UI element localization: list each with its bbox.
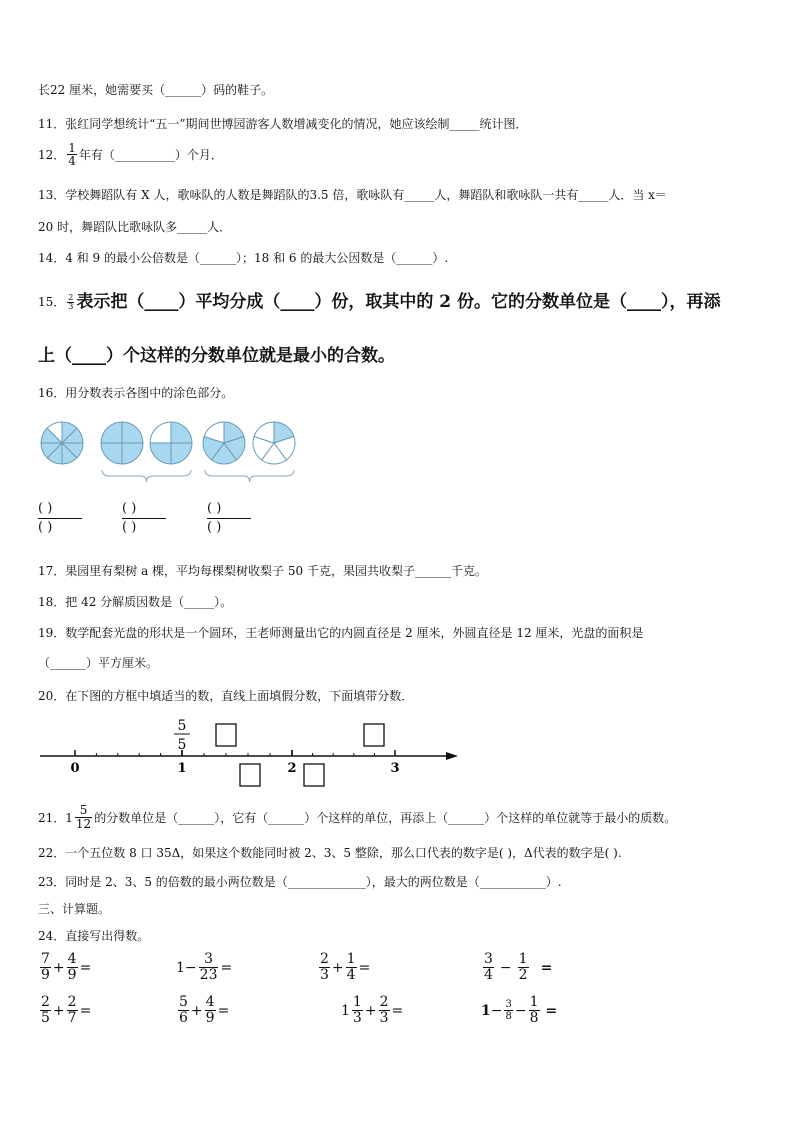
calc8-op: − [514,1002,527,1019]
calc4-a-den: 4 [484,967,493,983]
calc5-a-num: 2 [41,994,50,1010]
calc5-a-den: 5 [41,1010,50,1026]
calc8-b-den: 8 [529,1010,539,1026]
answer-box-below-2[interactable] [304,764,324,786]
calc7-a-den: 3 [352,1010,362,1026]
calc6-b-num: 4 [205,994,215,1010]
calc8-a [504,999,512,1022]
question-19-line1: 19．数学配套光盘的形状是一个圆环，王老师测量出它的内圆直径是 2 厘米，外圆直径是 12 厘米，光盘的面积是 [38,626,644,640]
circle-2-sector [122,443,143,464]
circle-3-sector [150,443,171,464]
calc5-a [40,995,51,1026]
question-22: 22．一个五位数 8 口 35Δ，如果这个数能同时被 2、3、5 整除，那么口代表的数字是( )，Δ代表的数字是( ). [38,846,622,860]
tick-label-2: 2 [287,761,297,776]
calc6-a [178,995,189,1026]
question-24: 24．直接写出得数。 [38,929,150,943]
calc4-eq: = [540,959,553,976]
calc8-op1: − [490,1002,503,1019]
marked-fraction-denominator: 5 [177,737,187,753]
calc4-b [518,952,529,983]
calc8-whole: 1 [481,1002,491,1019]
answer-blank-2 [122,500,166,537]
calc4-b-num: 1 [518,951,528,967]
calc7-a-whole: 1 [341,1002,350,1019]
q21-text: 的分数单位是（______），它有（______）个这样的单位，再添上（______）个这样的单位就等于最小的质数。 [94,810,677,825]
q12-number: 12． [38,147,66,162]
calc-expr-1 [38,952,91,983]
calc5-eq: = [79,1002,92,1019]
calc5-b-num: 2 [67,994,77,1010]
answer-box-above-2[interactable] [364,724,384,746]
line-q10-tail: 长22 厘米，她需要买（______）码的鞋子。 [38,83,274,97]
calc7-eq: = [391,1002,404,1019]
calc1-a-num: 7 [41,951,50,967]
calc1-b [67,952,78,983]
q20-number-line [38,714,468,796]
question-21 [38,804,676,831]
calc3-op: + [331,959,344,976]
answer-box-above-1[interactable] [216,724,236,746]
circle-2-sector [101,422,122,443]
group-brace-2 [205,470,294,482]
question-20: 20．在下图的方框中填适当的数，直线上面填假分数，下面填带分数． [38,689,414,703]
q21-whole: 1 [65,810,73,825]
marked-fraction-numerator: 5 [177,718,187,734]
circle-3-sector [171,443,192,464]
calc1-b-num: 4 [67,951,77,967]
question-13-line2: 20 时，舞蹈队比歌咏队多_____人． [38,220,232,234]
q15-denominator: 3 [68,301,74,311]
calc2-whole: 1 [176,959,185,976]
q15-number: 15． [38,295,66,309]
calc2-b [199,952,219,983]
question-17: 17．果园里有梨树 a 棵，平均每棵梨树收梨子 50 千克，果园共收梨子______千克。 [38,564,487,578]
calc3-b-den: 4 [346,967,356,983]
answer-blank-1-bottom: ( ) [38,520,53,535]
q15-text-1: 表示把（____）平均分成（____）份，取其中的 2 份。它的分数单位是（____），再添 [76,292,721,312]
calc6-eq: = [217,1002,230,1019]
calc-expr-6 [176,995,229,1026]
calc7-op: + [364,1002,377,1019]
question-16: 16．用分数表示各图中的涂色部分。 [38,386,234,400]
question-15-line2: 上（____）个这样的分数单位就是最小的合数。 [38,346,395,366]
calc6-b [205,995,216,1026]
q12-fraction [67,142,77,167]
q21-fraction [75,804,92,831]
calc5-b [67,995,78,1026]
answer-blank-3-bottom: ( ) [207,520,222,535]
calc5-b-den: 7 [67,1010,77,1026]
calc4-a [483,952,494,983]
question-19-line2: （______）平方厘米。 [38,656,159,670]
calc3-a-num: 2 [320,951,329,967]
calc6-b-den: 9 [205,1010,215,1026]
calc2-b-num: 3 [199,952,219,968]
calc2-eq: = [220,959,233,976]
calc1-a-den: 9 [41,967,50,983]
calc-expr-5 [38,995,91,1026]
calc5-op: + [52,1002,65,1019]
calc4-op: − [499,959,512,976]
number-line-arrow-icon [446,752,458,760]
calc7-b [379,995,390,1026]
calc2-op: − [184,959,197,976]
calc6-a-den: 6 [179,1010,188,1026]
circle-2-sector [122,422,143,443]
calc7-a-num: 1 [352,994,362,1010]
q15-numerator: 2 [68,292,74,302]
calc3-b [346,952,357,983]
answer-blank-1 [38,500,82,537]
question-23: 23．同时是 2、3、5 的倍数的最小两位数是（_____________），最大的两位数是（___________）. [38,875,562,889]
calc8-a-den: 8 [505,1011,512,1022]
calc-expr-7 [341,995,403,1026]
answer-box-below-1[interactable] [240,764,260,786]
section-3-heading: 三、计算题。 [38,902,111,916]
calc8-eq: = [545,1002,558,1019]
q12-denominator: 4 [68,154,76,168]
calc7-a [352,995,363,1026]
calc6-a-num: 5 [179,994,188,1010]
calc-expr-2 [176,952,232,983]
question-12 [38,142,223,167]
calc6-op: + [190,1002,203,1019]
q21-number: 21． [38,810,66,825]
q21-denominator: 12 [75,817,92,831]
calc3-a [319,952,330,983]
calc3-eq: = [358,959,371,976]
answer-blank-2-bottom: ( ) [122,520,137,535]
calc4-a-num: 3 [484,951,493,967]
question-15-line1 [38,290,721,314]
calc3-a-den: 3 [320,967,329,983]
calc1-op: + [52,959,65,976]
q12-numerator: 1 [68,141,76,155]
calc8-a-num: 3 [505,999,512,1010]
question-18: 18．把 42 分解质因数是（_____）。 [38,595,233,609]
answer-blank-1-top: ( ) [38,501,53,516]
tick-label-0: 0 [70,761,80,776]
answer-blank-3 [207,500,251,537]
answer-blank-3-top: ( ) [207,501,222,516]
question-13-line1: 13．学校舞蹈队有 X 人，歌咏队的人数是舞蹈队的3.5 倍，歌咏队有_____人，舞蹈队和歌咏队一共有_____人．当 x＝ [38,188,667,202]
calc8-b-num: 1 [529,994,539,1010]
calc4-b-den: 2 [518,967,528,983]
question-14: 14．4 和 9 的最小公倍数是（______）；18 和 6 的最大公因数是（______）. [38,251,449,265]
tick-label-1: 1 [177,761,187,776]
calc3-b-num: 1 [346,951,356,967]
calc7-b-den: 3 [379,1010,389,1026]
calc1-eq: = [79,959,92,976]
question-11: 11．张红同学想统计“五一”期间世博园游客人数增减变化的情况，她应该绘制_____统计图． [38,117,528,131]
q16-circles-figure [40,418,310,490]
group-brace-1 [102,470,191,482]
answer-blank-2-top: ( ) [122,501,137,516]
calc8-b [529,995,540,1026]
q12-text: 年有（__________）个月． [78,147,223,162]
calc7-b-num: 2 [379,994,389,1010]
circle-2-sector [101,443,122,464]
calc-expr-4 [481,952,552,983]
calc-expr-3 [317,952,370,983]
q21-numerator: 5 [75,804,92,818]
calc1-b-den: 9 [67,967,77,983]
tick-label-3: 3 [390,761,400,776]
circle-3-sector [171,422,192,443]
calc2-b-den: 23 [199,967,218,983]
circle-3-sector [150,422,171,443]
calc1-a [40,952,51,983]
calc-expr-8 [481,995,557,1026]
q15-fraction [67,294,74,311]
q21-mixed-number [65,804,94,831]
